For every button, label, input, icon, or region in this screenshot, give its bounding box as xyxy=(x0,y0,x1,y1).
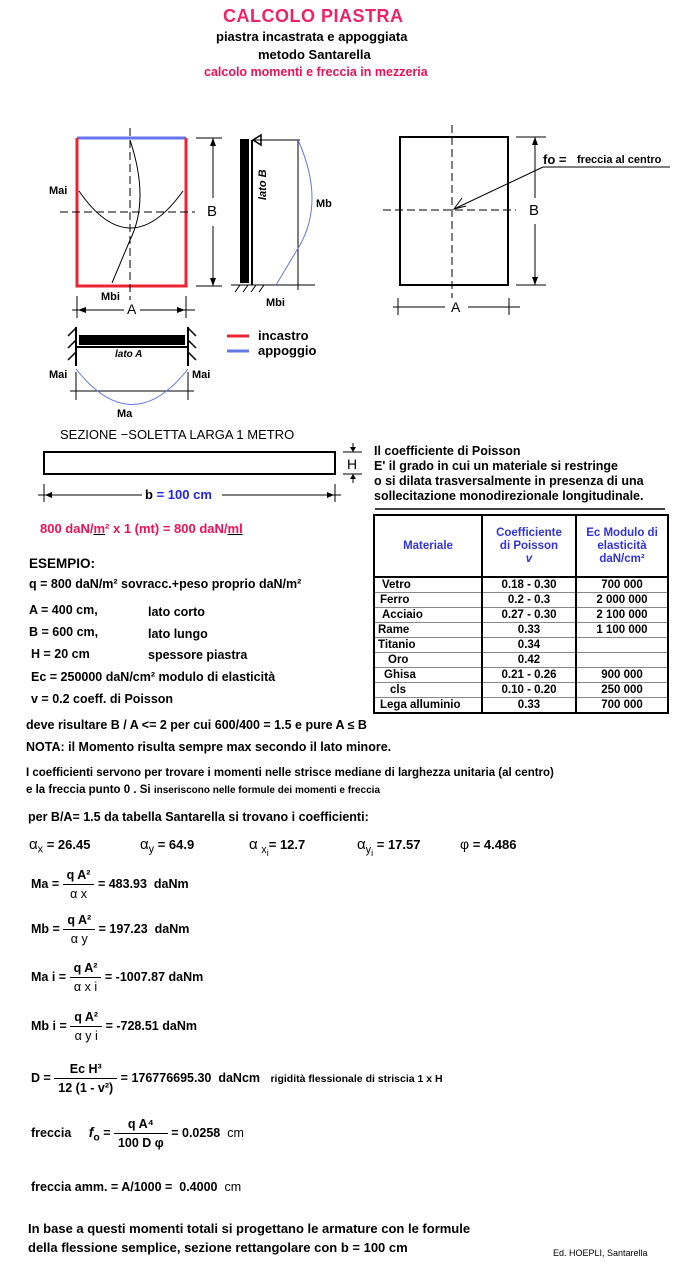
subtitle-method: metodo Santarella xyxy=(258,47,371,62)
ec-cell: 2 000 000 xyxy=(576,593,668,608)
footer-line-1: In base a questi momenti totali si progettano le armature con le formule xyxy=(28,1221,471,1236)
label-freccia-centro: freccia al centro xyxy=(577,154,662,166)
section-label-b xyxy=(145,487,212,502)
legend-label-appoggio: appoggio xyxy=(258,343,317,358)
label-lato-a: lato A xyxy=(115,349,143,360)
coeff-explanation-1: I coefficienti servono per trovare i momenti nelle strisce mediane di larghezza unitaria (al centro) xyxy=(26,767,554,779)
example-q: q = 800 daN/m² sovracc.+peso proprio daN/m² xyxy=(29,577,302,591)
poisson-cell: 0.33 xyxy=(482,623,576,638)
poisson-cell: 0.33 xyxy=(482,698,576,714)
ec-cell: 1 100 000 xyxy=(576,623,668,638)
label-b: B xyxy=(207,203,218,220)
label-a: A xyxy=(127,301,137,317)
table-row xyxy=(374,653,668,668)
subtitle-purpose: calcolo momenti e freccia in mezzeria xyxy=(204,65,428,79)
example-heading: ESEMPIO: xyxy=(29,556,96,571)
material-name-cell: Lega alluminio xyxy=(374,698,482,714)
coef-phi: φ = 4.486 xyxy=(460,836,517,852)
side-section-b xyxy=(231,135,315,292)
load-part: 800 daN/ xyxy=(40,521,94,536)
formula-ma: Ma = $\frac{\text{q A²}}{\text{α x}}$ = 483.93 daNm xyxy=(31,868,189,901)
material-name-cell: cls xyxy=(374,683,482,698)
legend-label-incastro: incastro xyxy=(258,328,309,343)
ec-cell: 2 100 000 xyxy=(576,608,668,623)
label-a-right: A xyxy=(451,299,461,315)
label-lato-b: lato B xyxy=(257,169,269,200)
poisson-note-line: E' il grado in cui un materiale si restringe xyxy=(374,459,619,473)
footer-line-2: della flessione semplice, sezione rettangolare con b = 100 cm xyxy=(28,1240,408,1255)
coeff-explanation-part: e la freccia punto 0 . Si xyxy=(26,784,154,796)
table-header-row xyxy=(374,515,668,577)
coef-alpha-xi: α $_{x_i}$= 12.7 xyxy=(249,836,306,858)
condition-line: deve risultare B / A <= 2 per cui 600/400 = 1.5 e pure A ≤ B xyxy=(26,718,367,732)
header-poisson: Coefficiente di Poisson v xyxy=(482,515,576,577)
material-name-cell: Acciaio xyxy=(374,608,482,623)
table-row xyxy=(374,668,668,683)
material-name-cell: Vetro xyxy=(374,577,482,593)
ec-cell xyxy=(576,638,668,653)
formula-mbi: Mb i = $\frac{\text{q A²}}{\text{α y i}}$ = -728.51 daNm xyxy=(31,1010,197,1043)
poisson-cell: 0.10 - 0.20 xyxy=(482,683,576,698)
formula-mai: Ma i = $\frac{\text{q A²}}{\text{α x i}}$ = -1007.87 daNm xyxy=(31,961,204,994)
material-name-cell: Titanio xyxy=(374,638,482,653)
example-b: B = 600 cm, xyxy=(29,625,99,639)
table-row xyxy=(374,698,668,714)
load-part: ² x 1 (mt) = 800 daN/ xyxy=(105,521,228,536)
poisson-note-line: sollecitazione monodirezionale longitudinale. xyxy=(374,489,644,503)
table-row xyxy=(374,593,668,608)
table-row xyxy=(374,638,668,653)
formula-d: D = $\frac{\text{Ec H³}}{\text{12 (1 - v²)}}$ = 176776695.30 daNcm rigidità flessionale di striscia 1 x H xyxy=(31,1062,443,1095)
material-name-cell: Ghisa xyxy=(374,668,482,683)
formula-freccia: freccia $f_o$ = $\frac{\text{q A⁴}}{\text{100 D φ}}$ = 0.0258 cm xyxy=(31,1117,244,1150)
coef-alpha-y: $\alpha_y = 64.9$ xyxy=(140,836,195,856)
page-title: CALCOLO PIASTRA xyxy=(223,6,404,26)
poisson-cell: 0.21 - 0.26 xyxy=(482,668,576,683)
table-reference: per B/A= 1.5 da tabella Santarella si trovano i coefficienti: xyxy=(28,810,369,824)
ec-cell xyxy=(576,653,668,668)
section-title: SEZIONE −SOLETTA LARGA 1 METRO xyxy=(60,427,295,442)
label-mbi-side: Mbi xyxy=(266,297,285,309)
poisson-note-line: Il coefficiente di Poisson xyxy=(374,444,521,458)
table-row xyxy=(374,608,668,623)
section-label-h: H xyxy=(347,456,358,472)
poisson-note xyxy=(374,444,644,504)
beam-diagram-a xyxy=(68,327,196,405)
example-a-desc: lato corto xyxy=(148,605,205,619)
poisson-cell: 0.42 xyxy=(482,653,576,668)
material-name-cell: Ferro xyxy=(374,593,482,608)
nota-line: NOTA: il Momento risulta sempre max secondo il lato minore. xyxy=(26,740,392,754)
example-b-desc: lato lungo xyxy=(148,627,208,641)
poisson-cell: 0.34 xyxy=(482,638,576,653)
b-value: = 100 cm xyxy=(156,487,212,502)
label-mai-left: Mai xyxy=(49,369,68,381)
label-mai: Mai xyxy=(49,185,68,197)
poisson-cell: 0.2 - 0.3 xyxy=(482,593,576,608)
load-unit-m: m xyxy=(93,521,106,536)
materials-table xyxy=(373,514,669,714)
table-row xyxy=(374,623,668,638)
diagram-drawings xyxy=(0,0,694,520)
ec-cell: 250 000 xyxy=(576,683,668,698)
table-row xyxy=(374,577,668,593)
header-ec: Ec Modulo di elasticità daN/cm² xyxy=(576,515,668,577)
material-name-cell: Oro xyxy=(374,653,482,668)
example-h-desc: spessore piastra xyxy=(148,648,248,662)
formula-mb: Mb = $\frac{\text{q A²}}{\text{α y}}$ = 197.23 daNm xyxy=(31,913,190,946)
label-mbi: Mbi xyxy=(101,291,120,303)
coeff-explanation-2 xyxy=(26,784,380,796)
coeff-explanation-part: inseriscono nelle formule dei momenti e freccia xyxy=(153,785,381,796)
ec-cell: 900 000 xyxy=(576,668,668,683)
example-h: H = 20 cm xyxy=(31,647,90,661)
table-row xyxy=(374,683,668,698)
subtitle-plate-type: piastra incastrata e appoggiata xyxy=(216,29,408,44)
ec-cell: 700 000 xyxy=(576,577,668,593)
coef-alpha-yi: $\alpha_{y_i} = 17.57$ xyxy=(357,836,421,858)
plate-diagram-left xyxy=(60,128,222,318)
label-mai-right: Mai xyxy=(192,369,211,381)
label-ma: Ma xyxy=(117,408,133,420)
example-v: v = 0.2 coeff. di Poisson xyxy=(31,692,174,706)
coef-alpha-x: $\alpha_x = 26.45$ xyxy=(29,836,91,856)
example-ec: Ec = 250000 daN/cm² modulo di elasticità xyxy=(31,670,276,684)
b-symbol: b xyxy=(145,487,153,502)
poisson-note-line: o si dilata trasversalmente in presenza di una xyxy=(374,474,644,488)
load-conversion xyxy=(40,521,243,536)
example-a: A = 400 cm, xyxy=(29,603,98,617)
material-name-cell: Rame xyxy=(374,623,482,638)
poisson-cell: 0.27 - 0.30 xyxy=(482,608,576,623)
label-mb: Mb xyxy=(316,198,332,210)
load-unit-ml: ml xyxy=(227,521,243,536)
moment-curve-a xyxy=(79,191,183,228)
ec-cell: 700 000 xyxy=(576,698,668,714)
label-b-right: B xyxy=(529,202,540,219)
freccia-ammissibile: freccia amm. = A/1000 = 0.4000 cm xyxy=(31,1180,242,1194)
poisson-cell: 0.18 - 0.30 xyxy=(482,577,576,593)
label-fo: fo = xyxy=(543,152,567,167)
header-materiale: Materiale xyxy=(374,515,482,577)
footer-credit: Ed. HOEPLI, Santarella xyxy=(553,1248,648,1258)
